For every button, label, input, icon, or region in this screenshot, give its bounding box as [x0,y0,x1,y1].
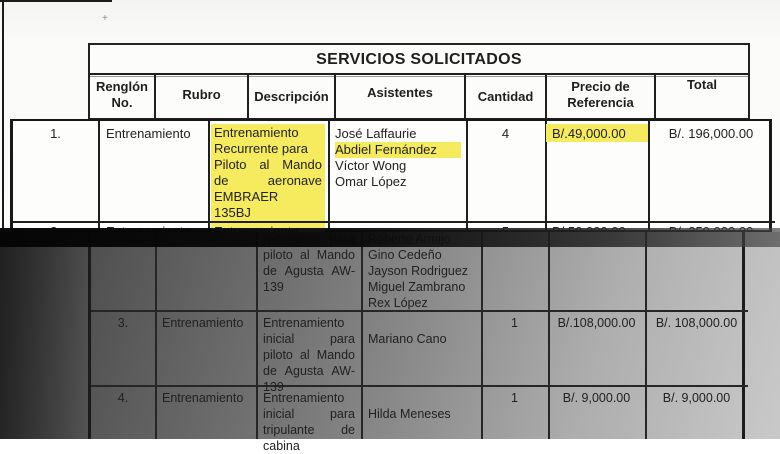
column-header-line: Referencia [567,95,634,110]
column-header-asistentes: Asistentes [367,85,433,100]
asistente-name: Omar López [335,174,407,189]
asistente-name: Miguel Zambrano [368,280,466,294]
descripcion-line: piloto al Mando [263,248,355,262]
column-header-cantidad: Cantidad [477,89,534,104]
row1-rubro: Entrenamiento [106,126,191,141]
grid-line [361,232,363,439]
table-header-box [88,43,750,120]
row1-cantidad: 4 [501,126,510,141]
descripcion-line: inicial para [263,407,355,421]
column-header-line: No. [111,95,133,110]
asistente-name: Gino Cedeño [368,248,442,262]
table-title: SERVICIOS SOLICITADOS [316,51,522,68]
asistente-name: José Laffaurie [335,126,417,141]
grid-line [98,121,100,234]
row3-rubro: Entrenamiento [162,316,244,330]
services-table-lower [88,232,745,453]
scan-edge-line-left [2,0,4,232]
scan-speck: + [102,13,108,24]
grid-line [256,232,258,439]
grid-line [13,221,775,223]
grid-line [91,385,748,387]
descripcion-line: de Agusta AW- [263,364,355,378]
row3-precio: B/.108,000.00 [557,316,636,330]
grid-line [645,232,647,439]
asistente-name: Víctor Wong [335,158,407,173]
column-header-renglon [90,79,154,111]
column-header-line: Renglón [96,79,148,94]
column-header-descripcion: Descripción [254,89,329,104]
row3-asistentes: Mariano Cano [368,332,447,346]
grid-line [328,121,330,234]
asistente-name: Rex López [368,296,428,310]
row4-precio: B/. 9,000.00 [562,391,631,405]
row3-renglon: 3. [117,316,129,330]
descripcion-line: Entrenamiento [214,125,299,140]
descripcion-line: inicial para [263,332,355,346]
services-table-lower-scan [0,232,780,453]
descripcion-line: Recurrente para [214,141,308,156]
grid-line [155,232,157,439]
grid-line [208,121,210,234]
descripcion-line: 139 [263,380,284,394]
row4-descripcion [263,390,355,454]
row1-asistentes [335,126,463,190]
row1-total: B/. 196,000.00 [668,126,754,141]
services-table-upper [10,119,772,232]
grid-line [90,73,748,75]
row1-descripcion-highlight [211,124,325,221]
row4-asistentes: Hilda Meneses [368,407,451,421]
column-header-total: Total [686,77,718,92]
asistente-name-highlight: Abdiel Fernández [335,142,461,158]
grid-line [90,76,748,77]
scan-shadow-band [0,228,780,247]
row3-cantidad: 1 [511,316,518,330]
descripcion-line: 135BJ [214,205,251,220]
row4-renglon: 4. [117,391,129,405]
row1-precio-highlight: B/.49,000.00 [546,124,648,142]
descripcion-line: Entrenamiento [263,391,345,405]
grid-line [481,232,483,439]
descripcion-line: cabina [263,439,300,453]
column-header-rubro: Rubro [182,87,221,102]
descripcion-line: Entrenamiento [263,316,345,330]
row1-renglon: 1. [50,126,61,141]
row4-cantidad: 1 [511,391,518,405]
descripcion-line: Piloto al Mando [214,157,322,172]
descripcion-line: EMBRAER [214,189,279,204]
row4-total: B/. 9,000.00 [662,391,731,405]
row4-rubro: Entrenamiento [162,391,244,405]
column-header-precio [547,79,654,111]
scan-edge-line-top [0,0,112,2]
row3-descripcion [263,315,355,395]
descripcion-line: de aeronave [214,173,322,188]
grid-line [548,232,550,439]
column-header-line: Precio de [571,79,630,94]
descripcion-line: de Agusta AW- [263,264,355,278]
descripcion-line: piloto al Mando [263,348,355,362]
asistente-name: Jayson Rodriguez [368,264,469,278]
descripcion-line: 139 [263,280,284,294]
row3-total: B/. 108,000.00 [655,316,738,330]
descripcion-line: tripulante de [263,423,355,437]
